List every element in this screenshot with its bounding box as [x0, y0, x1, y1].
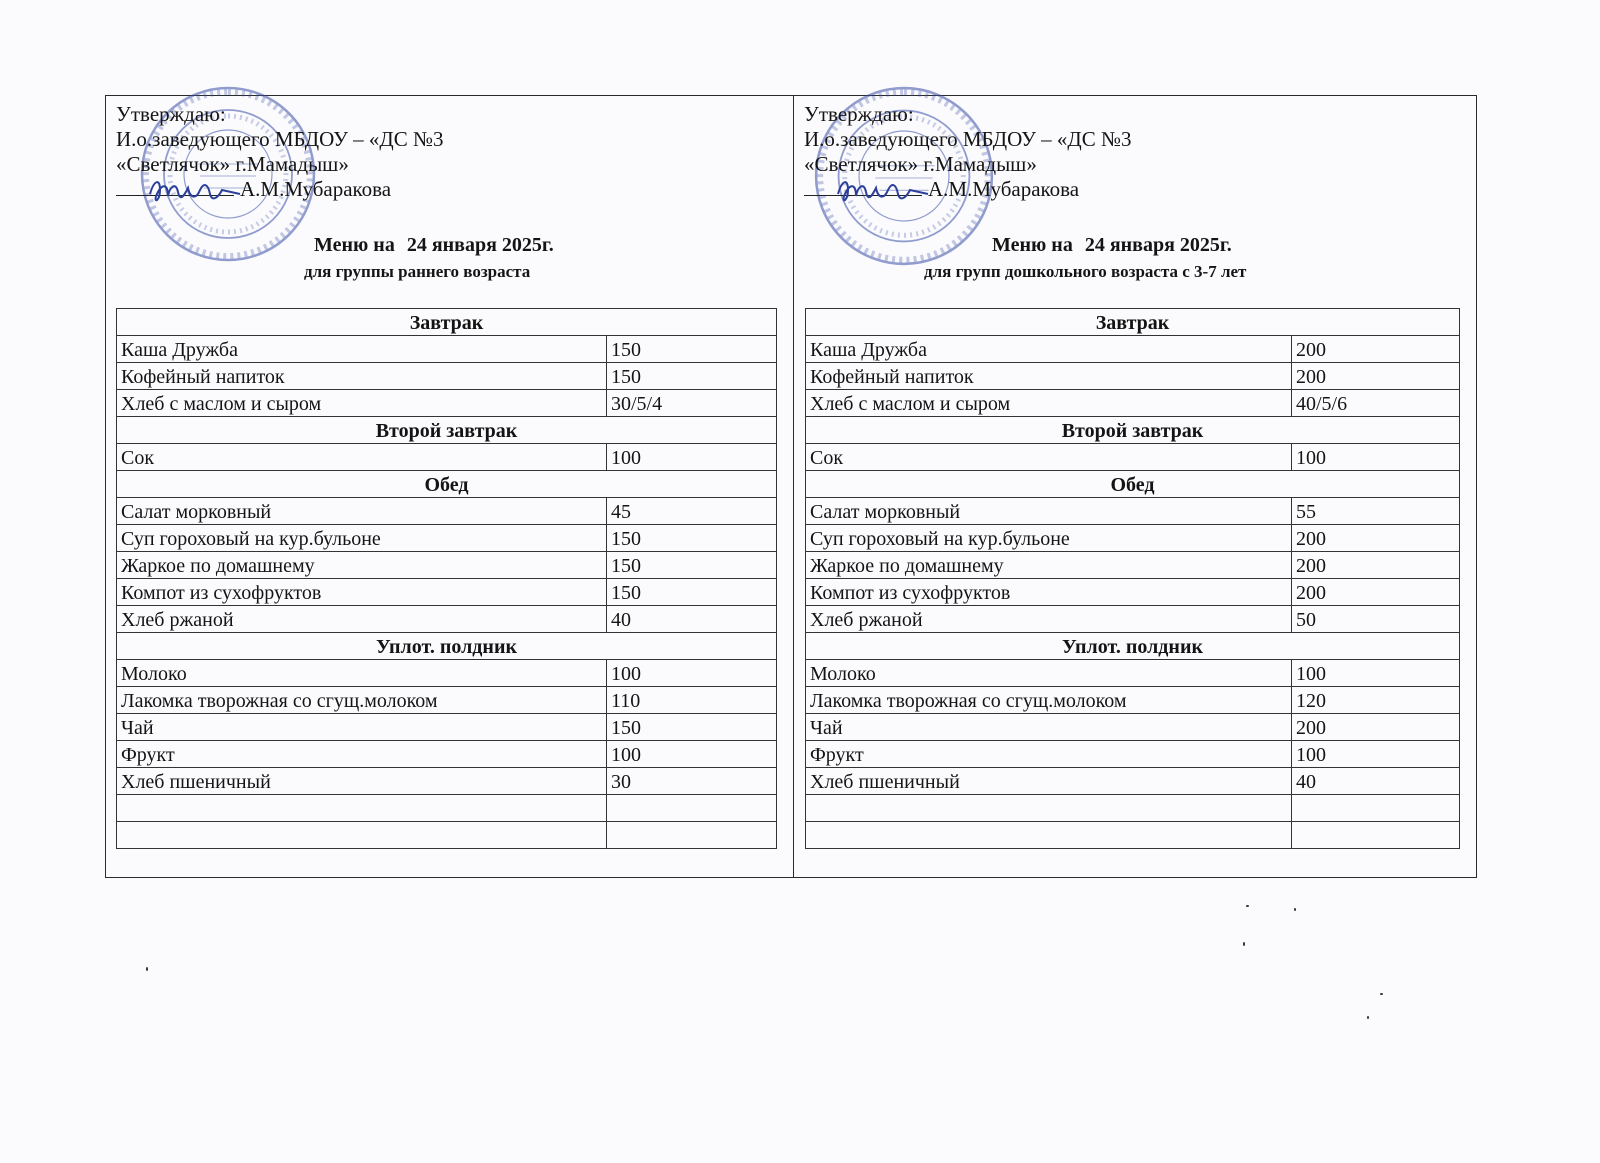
table-row: [117, 768, 777, 795]
group-subtitle: для групп дошкольного возраста с 3-7 лет: [924, 262, 1247, 281]
table-row: [117, 606, 777, 633]
dish-name: Хлеб ржаной: [806, 606, 1292, 633]
section-header-row: [806, 633, 1460, 660]
section-header-row: [117, 471, 777, 498]
table-row: [117, 525, 777, 552]
portion-amount: 30: [607, 768, 777, 795]
scan-speck: [1246, 905, 1249, 907]
table-row: [117, 714, 777, 741]
signer-name: А.М.Мубаракова: [240, 177, 392, 201]
section-header-row: [117, 633, 777, 660]
portion-amount: 150: [607, 714, 777, 741]
portion-amount: 150: [607, 552, 777, 579]
portion-amount: 45: [607, 498, 777, 525]
menu-date: 24 января 2025г.: [406, 234, 554, 256]
table-row: [117, 336, 777, 363]
dish-name: Салат морковный: [806, 498, 1292, 525]
dish-name: [117, 795, 607, 822]
section-header-row: [117, 417, 777, 444]
section-header-row: [806, 309, 1460, 336]
signer-name: А.М.Мубаракова: [928, 177, 1080, 201]
section-title: Уплот. полдник: [117, 633, 777, 660]
section-title: Второй завтрак: [806, 417, 1460, 444]
dish-name: Компот из сухофруктов: [806, 579, 1292, 606]
portion-amount: 200: [1292, 363, 1460, 390]
portion-amount: 100: [1292, 660, 1460, 687]
dish-name: Каша Дружба: [806, 336, 1292, 363]
dish-name: Хлеб пшеничный: [806, 768, 1292, 795]
table-row: [117, 660, 777, 687]
dish-name: Кофейный напиток: [806, 363, 1292, 390]
group-subtitle: для группы раннего возраста: [304, 262, 531, 281]
section-title: Уплот. полдник: [806, 633, 1460, 660]
portion-amount: [1292, 822, 1460, 849]
table-row: [117, 498, 777, 525]
dish-name: Хлеб с маслом и сыром: [117, 390, 607, 417]
portion-amount: 40: [607, 606, 777, 633]
dish-name: [806, 822, 1292, 849]
dish-name: Лакомка творожная со сгущ.молоком: [806, 687, 1292, 714]
portion-amount: 55: [1292, 498, 1460, 525]
portion-amount: 150: [607, 336, 777, 363]
dish-name: Чай: [117, 714, 607, 741]
scan-speck: [1243, 942, 1245, 946]
section-title: Обед: [806, 471, 1460, 498]
portion-amount: 50: [1292, 606, 1460, 633]
menu-sheet: [105, 95, 1477, 878]
dish-name: Фрукт: [806, 741, 1292, 768]
portion-amount: 120: [1292, 687, 1460, 714]
portion-amount: 200: [1292, 714, 1460, 741]
panel-divider: [793, 96, 794, 877]
table-row: [117, 552, 777, 579]
table-row: [117, 795, 777, 822]
dish-name: Чай: [806, 714, 1292, 741]
dish-name: Каша Дружба: [117, 336, 607, 363]
table-row: [806, 390, 1460, 417]
handwritten-signature: [144, 174, 244, 210]
scan-speck: [146, 967, 148, 971]
table-row: [806, 336, 1460, 363]
menu-label: Меню на: [314, 234, 395, 256]
organization-name: «Светлячок» г.Мамадыш»: [804, 152, 1037, 176]
portion-amount: 200: [1292, 552, 1460, 579]
portion-amount: 110: [607, 687, 777, 714]
dish-name: Хлеб с маслом и сыром: [806, 390, 1292, 417]
dish-name: [806, 795, 1292, 822]
dish-name: Хлеб ржаной: [117, 606, 607, 633]
section-header-row: [806, 417, 1460, 444]
table-row: [806, 660, 1460, 687]
dish-name: Компот из сухофруктов: [117, 579, 607, 606]
menu-date: 24 января 2025г.: [1084, 234, 1232, 256]
scan-speck: [1380, 993, 1383, 995]
menu-table-body: [117, 309, 777, 849]
table-row: [117, 579, 777, 606]
dish-name: Хлеб пшеничный: [117, 768, 607, 795]
dish-name: Жаркое по домашнему: [117, 552, 607, 579]
menu-table: [805, 308, 1460, 849]
approver-position: И.о.заведующего МБДОУ – «ДС №3: [116, 127, 444, 151]
approve-label: Утверждаю:: [116, 102, 226, 126]
portion-amount: 40/5/6: [1292, 390, 1460, 417]
table-row: [806, 768, 1460, 795]
dish-name: [117, 822, 607, 849]
table-row: [117, 741, 777, 768]
table-row: [806, 444, 1460, 471]
table-row: [117, 363, 777, 390]
approve-label: Утверждаю:: [804, 102, 914, 126]
portion-amount: 100: [607, 660, 777, 687]
table-row: [806, 552, 1460, 579]
dish-name: Молоко: [117, 660, 607, 687]
table-row: [806, 525, 1460, 552]
menu-title: [314, 234, 554, 257]
table-row: [117, 390, 777, 417]
portion-amount: 40: [1292, 768, 1460, 795]
scan-speck: [1294, 908, 1296, 911]
dish-name: Сок: [117, 444, 607, 471]
portion-amount: 150: [607, 579, 777, 606]
dish-name: Кофейный напиток: [117, 363, 607, 390]
menu-table: [116, 308, 777, 849]
dish-name: Сок: [806, 444, 1292, 471]
dish-name: Салат морковный: [117, 498, 607, 525]
organization-name: «Светлячок» г.Мамадыш»: [116, 152, 349, 176]
section-title: Завтрак: [117, 309, 777, 336]
table-row: [117, 822, 777, 849]
portion-amount: 30/5/4: [607, 390, 777, 417]
dish-name: Суп гороховый на кур.бульоне: [117, 525, 607, 552]
table-row: [806, 741, 1460, 768]
section-header-row: [806, 471, 1460, 498]
table-row: [806, 714, 1460, 741]
section-header-row: [117, 309, 777, 336]
dish-name: Жаркое по домашнему: [806, 552, 1292, 579]
section-title: Обед: [117, 471, 777, 498]
portion-amount: [607, 822, 777, 849]
portion-amount: 100: [1292, 741, 1460, 768]
table-row: [117, 444, 777, 471]
portion-amount: [607, 795, 777, 822]
table-row: [806, 687, 1460, 714]
section-title: Завтрак: [806, 309, 1460, 336]
portion-amount: 200: [1292, 579, 1460, 606]
dish-name: Суп гороховый на кур.бульоне: [806, 525, 1292, 552]
portion-amount: 100: [607, 444, 777, 471]
table-row: [806, 498, 1460, 525]
portion-amount: 100: [1292, 444, 1460, 471]
dish-name: Лакомка творожная со сгущ.молоком: [117, 687, 607, 714]
menu-title: [992, 234, 1232, 257]
scan-speck: [1367, 1016, 1369, 1019]
section-title: Второй завтрак: [117, 417, 777, 444]
portion-amount: 200: [1292, 336, 1460, 363]
portion-amount: 150: [607, 363, 777, 390]
table-row: [117, 687, 777, 714]
portion-amount: 150: [607, 525, 777, 552]
dish-name: Молоко: [806, 660, 1292, 687]
menu-label: Меню на: [992, 234, 1073, 256]
approver-position: И.о.заведующего МБДОУ – «ДС №3: [804, 127, 1132, 151]
menu-table-body: [806, 309, 1460, 849]
portion-amount: 100: [607, 741, 777, 768]
portion-amount: [1292, 795, 1460, 822]
table-row: [806, 822, 1460, 849]
table-row: [806, 363, 1460, 390]
table-row: [806, 579, 1460, 606]
table-row: [806, 606, 1460, 633]
handwritten-signature: [832, 174, 932, 210]
table-row: [806, 795, 1460, 822]
portion-amount: 200: [1292, 525, 1460, 552]
dish-name: Фрукт: [117, 741, 607, 768]
